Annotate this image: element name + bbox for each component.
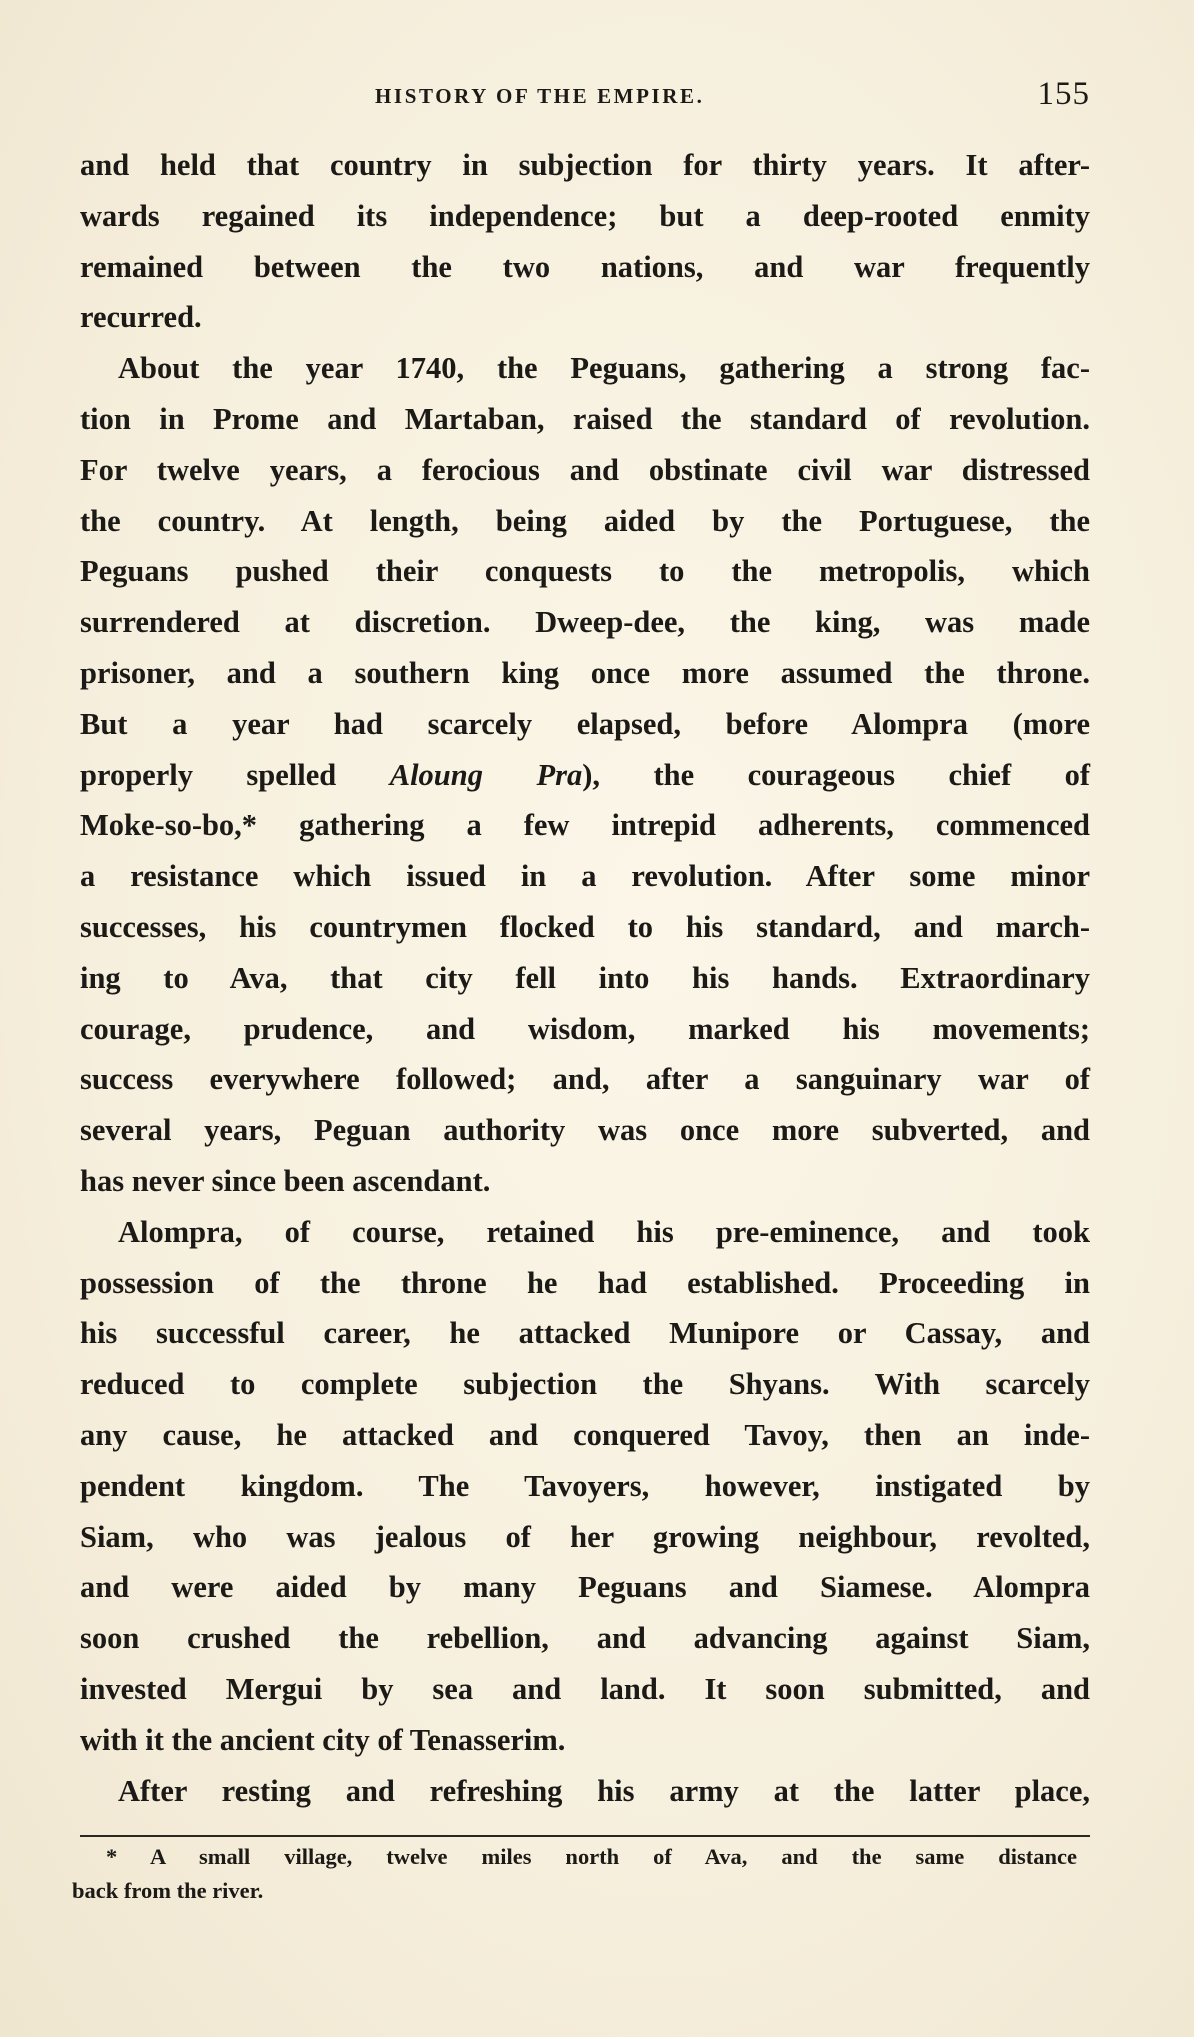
footnote xyxy=(72,1840,1077,1908)
text-line: and were aided by many Peguans and Siamese. Alompra xyxy=(80,1570,1090,1605)
paragraph-first-line: Alompra, of course, retained his pre-eminence, and took xyxy=(118,1214,1090,1249)
text-line: pendent kingdom. The Tavoyers, however, instigated by xyxy=(80,1468,1090,1503)
text-line: a resistance which issued in a revolution. After some minor xyxy=(80,859,1090,894)
text-line: any cause, he attacked and conquered Tavoy, then an inde- xyxy=(80,1417,1090,1452)
page-number: 155 xyxy=(1037,76,1090,112)
text-line: ing to Ava, that city fell into his hands. Extraordinary xyxy=(80,960,1090,995)
text-span: ), the courageous chief of xyxy=(582,757,1091,792)
paragraph-first-line: About the year 1740, the Peguans, gathering a strong fac- xyxy=(118,351,1090,386)
text-line-mixed xyxy=(80,750,1090,801)
text-line: recurred. xyxy=(80,300,202,335)
footnote-rule xyxy=(80,1835,1090,1837)
text-line: surrendered at discretion. Dweep-dee, the king, was made xyxy=(80,605,1090,640)
footnote-line: * A small village, twelve miles north of Ava, and the same distance xyxy=(106,1844,1077,1869)
text-line: success everywhere followed; and, after a sanguinary war of xyxy=(80,1062,1090,1097)
text-line: But a year had scarcely elapsed, before Alompra (more xyxy=(80,706,1090,741)
footnote-line: back from the river. xyxy=(72,1878,264,1903)
text-line: invested Mergui by sea and land. It soon submitted, and xyxy=(80,1671,1090,1706)
text-line: Peguans pushed their conquests to the metropolis, which xyxy=(80,554,1090,589)
text-line: possession of the throne he had established. Proceeding in xyxy=(80,1265,1090,1300)
text-line: Moke-so-bo,* gathering a few intrepid adherents, commenced xyxy=(80,808,1090,843)
text-line: has never since been ascendant. xyxy=(80,1163,491,1198)
text-line: his successful career, he attacked Munipore or Cassay, and xyxy=(80,1316,1090,1351)
text-line: courage, prudence, and wisdom, marked his movements; xyxy=(80,1011,1090,1046)
text-line: with it the ancient city of Tenasserim. xyxy=(80,1722,566,1757)
text-line: tion in Prome and Martaban, raised the standard of revolution. xyxy=(80,401,1090,436)
text-line: the country. At length, being aided by the Portuguese, the xyxy=(80,503,1090,538)
text-line: successes, his countrymen flocked to his standard, and march- xyxy=(80,909,1090,944)
text-line: prisoner, and a southern king once more assumed the throne. xyxy=(80,655,1090,690)
text-line: soon crushed the rebellion, and advancing against Siam, xyxy=(80,1621,1090,1656)
text-line: For twelve years, a ferocious and obstinate civil war distressed xyxy=(80,452,1090,487)
running-title: HISTORY OF THE EMPIRE. xyxy=(375,84,705,108)
paragraph-first-line: After resting and refreshing his army at the latter place, xyxy=(118,1773,1090,1808)
text-line: several years, Peguan authority was once more subverted, and xyxy=(80,1113,1090,1148)
body-text xyxy=(80,140,1090,1816)
text-span: properly spelled xyxy=(80,757,390,792)
italic-name: Aloung Pra xyxy=(389,757,583,792)
text-line: reduced to complete subjection the Shyans. With scarcely xyxy=(80,1367,1090,1402)
text-line: and held that country in subjection for thirty years. It after- xyxy=(80,148,1090,182)
text-line: Siam, who was jealous of her growing neighbour, revolted, xyxy=(80,1519,1090,1554)
text-line: remained between the two nations, and war frequently xyxy=(80,249,1090,284)
running-head xyxy=(80,78,1090,118)
text-line: wards regained its independence; but a deep-rooted enmity xyxy=(80,198,1090,233)
